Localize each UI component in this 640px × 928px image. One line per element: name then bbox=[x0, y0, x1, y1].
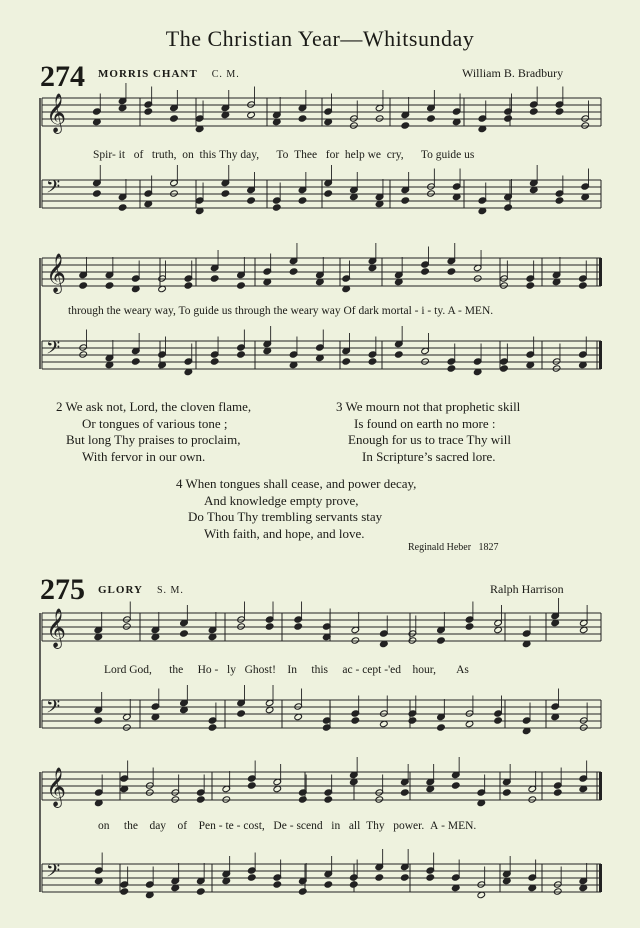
note-head bbox=[105, 282, 114, 289]
note-head bbox=[349, 881, 358, 888]
note-head bbox=[247, 197, 256, 204]
stanza: 3 We mourn not that prophetic skill Is found on earth no more : Enough for us to trace Thy will In Scripture’s sacred lore. bbox=[336, 399, 521, 464]
note-head bbox=[494, 717, 503, 724]
note-head bbox=[237, 282, 246, 289]
note-head bbox=[400, 874, 409, 881]
note-head bbox=[421, 358, 430, 365]
note-head bbox=[221, 190, 230, 197]
bass-clef-icon: 𝄢 bbox=[46, 338, 61, 363]
note-head bbox=[324, 796, 333, 803]
note-head bbox=[298, 796, 307, 803]
note-head bbox=[272, 204, 281, 211]
note-head bbox=[375, 874, 384, 881]
note-head bbox=[553, 888, 562, 895]
note-head bbox=[500, 282, 509, 289]
note-head bbox=[265, 623, 274, 630]
note-head bbox=[79, 282, 88, 289]
note-head bbox=[529, 108, 538, 115]
note-head bbox=[324, 881, 333, 888]
composer: William B. Bradbury bbox=[462, 66, 564, 80]
note-head bbox=[289, 268, 298, 275]
bass-clef-icon: 𝄢 bbox=[46, 697, 61, 722]
note-head bbox=[93, 190, 102, 197]
note-head bbox=[171, 796, 180, 803]
note-head bbox=[465, 623, 474, 630]
note-head bbox=[552, 365, 561, 372]
note-head bbox=[473, 275, 482, 282]
note-head bbox=[553, 789, 562, 796]
bass-clef-icon: 𝄢 bbox=[46, 177, 61, 202]
note-head bbox=[447, 365, 456, 372]
note-head bbox=[118, 204, 127, 211]
note-head bbox=[437, 724, 446, 731]
note-head bbox=[298, 888, 307, 895]
note-head bbox=[324, 190, 333, 197]
note-head bbox=[180, 630, 189, 637]
note-head bbox=[144, 108, 153, 115]
note-head bbox=[350, 122, 359, 129]
final-barline bbox=[599, 258, 602, 286]
note-head bbox=[170, 115, 179, 122]
note-head bbox=[375, 115, 384, 122]
note-head bbox=[145, 789, 154, 796]
tune-name: MORRIS CHANT C. M. bbox=[98, 68, 240, 80]
stanza: 2 We ask not, Lord, the cloven flame, Or tongues of various tone ; But long Thy praises to proclaim, With fervor in our own. bbox=[56, 399, 252, 464]
note-head bbox=[247, 782, 256, 789]
note-head bbox=[394, 351, 403, 358]
note-head bbox=[208, 724, 217, 731]
note-head bbox=[222, 796, 231, 803]
note-head bbox=[210, 358, 219, 365]
note-head bbox=[247, 874, 256, 881]
hymn-number: 275 bbox=[40, 573, 85, 606]
note-head bbox=[437, 637, 446, 644]
composer: Ralph Harrison bbox=[490, 582, 564, 596]
note-head bbox=[528, 796, 537, 803]
note-head bbox=[421, 268, 430, 275]
page-title: The Christian Year—Whitsunday bbox=[165, 26, 475, 51]
note-head bbox=[94, 717, 103, 724]
note-head bbox=[502, 789, 511, 796]
note-head bbox=[579, 724, 588, 731]
note-head bbox=[504, 115, 513, 122]
treble-clef-icon: 𝄞 bbox=[46, 93, 67, 133]
note-head bbox=[342, 358, 351, 365]
final-barline bbox=[599, 864, 602, 892]
treble-clef-icon: 𝄞 bbox=[46, 767, 67, 807]
note-head bbox=[351, 637, 360, 644]
lyric-line: on the day of Pen - te - cost, De - scend in all Thy power. A - MEN. bbox=[98, 820, 477, 832]
final-barline bbox=[599, 772, 602, 800]
note-head bbox=[408, 717, 417, 724]
note-head bbox=[447, 268, 456, 275]
note-head bbox=[131, 358, 140, 365]
note-head bbox=[351, 717, 360, 724]
note-head bbox=[298, 197, 307, 204]
note-head bbox=[426, 874, 435, 881]
note-head bbox=[451, 782, 460, 789]
note-head bbox=[375, 796, 384, 803]
meter: C. M. bbox=[211, 69, 240, 80]
author-credit: Reginald Heber 1827 bbox=[408, 542, 499, 553]
note-head bbox=[123, 724, 132, 731]
note-head bbox=[196, 796, 205, 803]
note-head bbox=[500, 365, 509, 372]
stanza: 4 When tongues shall cease, and power decay, And knowledge empty prove, Do Thou Thy trembling servants stay With faith, and hope, and love. bbox=[176, 476, 417, 541]
note-head bbox=[427, 115, 436, 122]
note-head bbox=[170, 190, 179, 197]
note-head bbox=[237, 623, 246, 630]
note-head bbox=[123, 623, 132, 630]
note-head bbox=[294, 623, 303, 630]
note-head bbox=[555, 108, 564, 115]
final-barline bbox=[599, 341, 602, 369]
note-head bbox=[526, 282, 535, 289]
note-head bbox=[273, 881, 282, 888]
note-head bbox=[120, 888, 129, 895]
note-head bbox=[368, 358, 377, 365]
note-head bbox=[400, 789, 409, 796]
note-head bbox=[427, 190, 436, 197]
note-head bbox=[579, 282, 588, 289]
note-head bbox=[210, 275, 219, 282]
note-head bbox=[581, 122, 590, 129]
meter: S. M. bbox=[156, 585, 184, 596]
lyric-line: Spir- it of truth, on this Thy day, To Thee for help we cry, To guide us bbox=[93, 149, 475, 161]
note-head bbox=[401, 122, 410, 129]
note-head bbox=[184, 282, 193, 289]
lyric-line: through the weary way, To guide us through the weary way Of dark mortal - i - ty. A - MEN. bbox=[68, 305, 494, 317]
bass-clef-icon: 𝄢 bbox=[46, 861, 61, 886]
treble-clef-icon: 𝄞 bbox=[46, 608, 67, 648]
tune-name: GLORY S. M. bbox=[98, 584, 184, 596]
note-head bbox=[408, 637, 417, 644]
note-head bbox=[298, 115, 307, 122]
note-head bbox=[237, 710, 246, 717]
note-head bbox=[401, 197, 410, 204]
lyric-line: Lord God, the Ho - ly Ghost! In this ac - cept -'ed hour, As bbox=[104, 664, 469, 676]
treble-clef-icon: 𝄞 bbox=[46, 253, 67, 293]
note-head bbox=[504, 204, 513, 211]
hymn-number: 274 bbox=[40, 60, 85, 93]
note-head bbox=[237, 351, 246, 358]
note-head bbox=[555, 197, 564, 204]
note-head bbox=[79, 351, 88, 358]
note-head bbox=[322, 724, 331, 731]
note-head bbox=[196, 888, 205, 895]
